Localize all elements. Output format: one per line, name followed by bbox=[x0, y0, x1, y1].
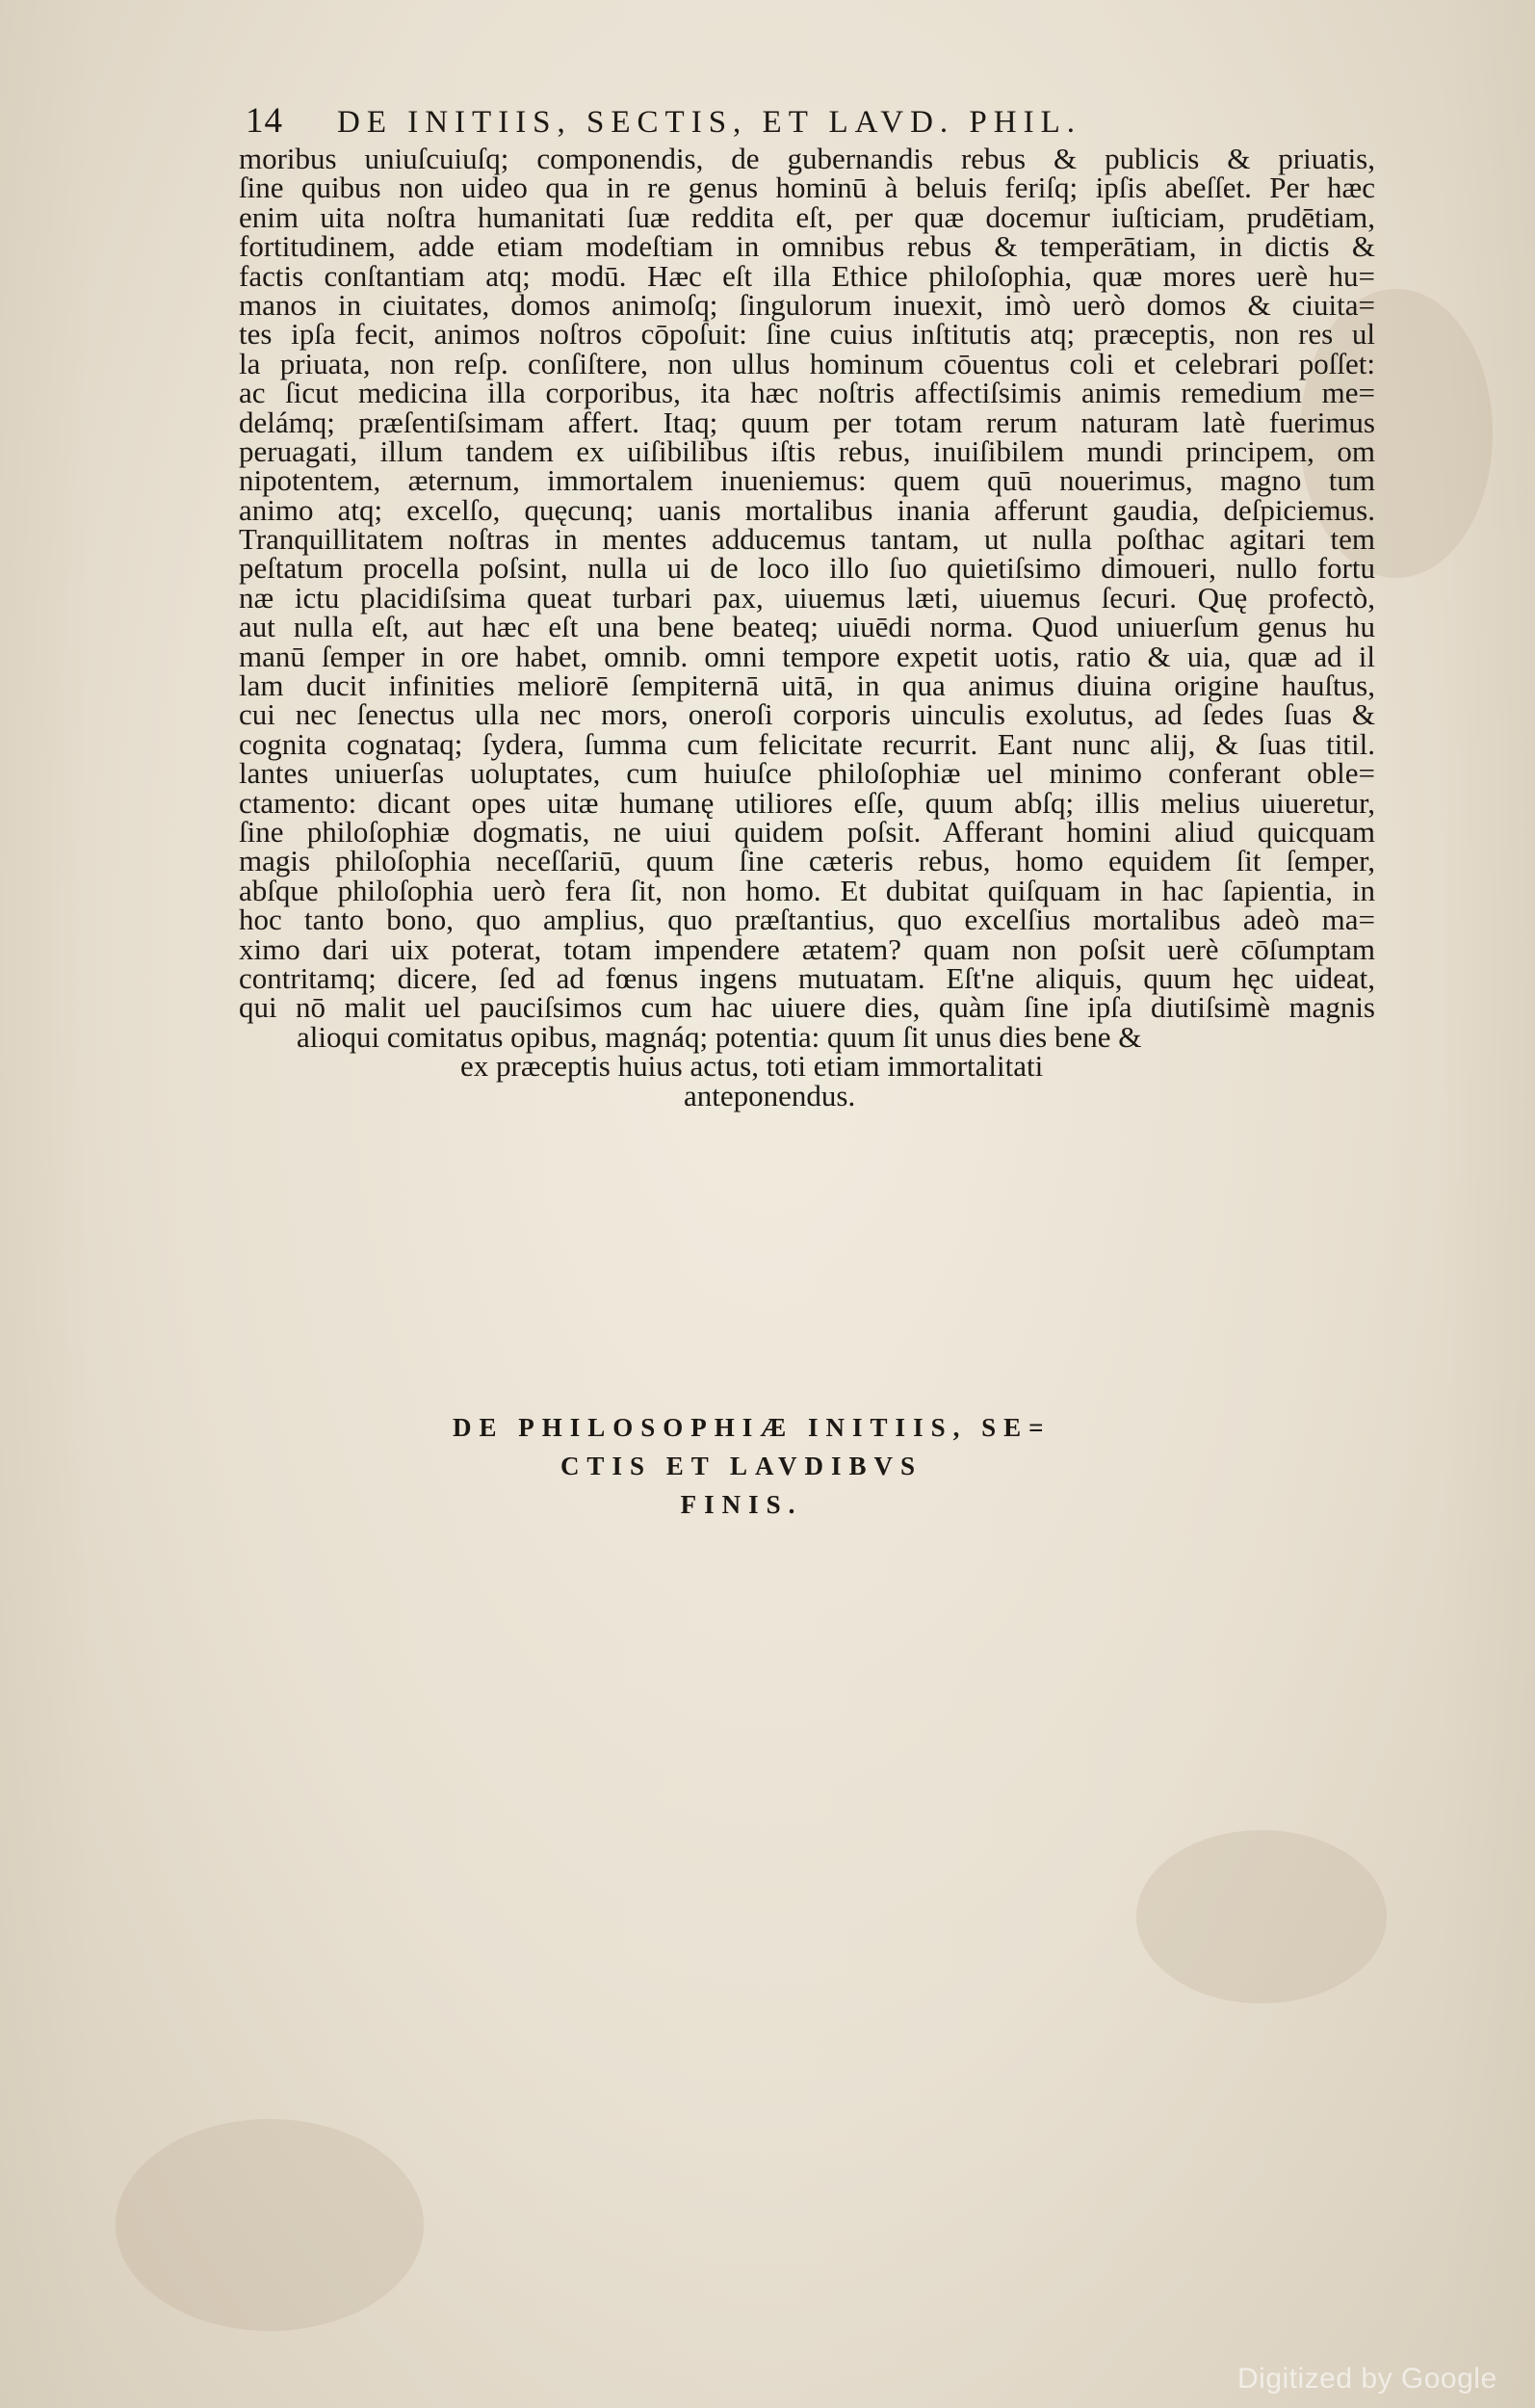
text-line: ſine philoſophiæ dogmatis, ne uiui quidem poſsit. Afferant homini aliud quicquam bbox=[239, 814, 1375, 849]
text-line: ac ſicut medicina illa corporibus, ita hæc noſtris affectiſsimis animis remedium me= bbox=[239, 376, 1375, 410]
colophon-line: DE PHILOSOPHIÆ INITIIS, SE= bbox=[453, 1413, 1052, 1442]
paper-stain bbox=[116, 2119, 424, 2331]
text-line: delámq; præſentiſsimam affert. Itaq; quum per totam rerum naturam latè fuerimus bbox=[239, 405, 1375, 439]
paper-stain bbox=[1136, 1830, 1387, 2003]
running-title: DE INITIIS, SECTIS, ET LAVD. PHIL. bbox=[337, 105, 1082, 140]
text-line: abſque philoſophia uerò fera ſit, non homo. Et dubitat quiſquam in hac ſapientia, in bbox=[239, 873, 1375, 907]
text-line: peruagati, illum tandem ex uiſibilibus iſtis rebus, inuiſibilem mundi principem, om bbox=[239, 433, 1375, 468]
text-line: anteponendus. bbox=[684, 1078, 856, 1112]
text-line: qui nō malit uel pauciſsimos cum hac uiuere dies, quàm ſine ipſa diutiſsimè magnis bbox=[239, 990, 1375, 1025]
text-line: contritamq; dicere, ſed ad fœnus ingens mutuatam. Eſt'ne aliquis, quum hęc uideat, bbox=[239, 960, 1375, 995]
colophon bbox=[453, 1408, 1052, 1524]
text-line: moribus uniuſcuiuſq; componendis, de gubernandis rebus & publicis & priuatis, bbox=[239, 142, 1375, 175]
text-line: ex præceptis huius actus, toti etiam immortalitati bbox=[460, 1049, 1044, 1084]
text-line: aut nulla eſt, aut hæc eſt una bene beateq; uiuēdi norma. Quod uniuerſum genus hu bbox=[239, 610, 1375, 644]
text-line: factis conſtantiam atq; modū. Hæc eſt illa Ethice philoſophia, quæ mores uerè hu= bbox=[239, 258, 1375, 293]
text-line: manū ſemper in ore habet, omnib. omni tempore expetit uotis, ratio & uia, quæ ad il bbox=[239, 639, 1375, 673]
text-line: animo atq; excelſo, quęcunq; uanis mortalibus inania afferunt gaudia, deſpiciemus. bbox=[239, 492, 1375, 527]
running-head bbox=[246, 100, 1228, 144]
text-line: næ ictu placidiſsima queat turbari pax, uiuemus læti, uiuemus ſecuri. Quę profectò, bbox=[239, 580, 1375, 615]
text-line: alioqui comitatus opibus, magnáq; potentia: quum ſit unus dies bene & bbox=[297, 1019, 1142, 1054]
text-line: nipotentem, æternum, immortalem inueniemus: quem quū nouerimus, magno tum bbox=[239, 463, 1375, 498]
watermark: Digitized by Google bbox=[1237, 2363, 1497, 2395]
body-text bbox=[239, 144, 1375, 1111]
text-line: fortitudinem, adde etiam modeſtiam in omnibus rebus & temperātiam, in dictis & bbox=[239, 229, 1375, 264]
text-line: cui nec ſenectus ulla nec mors, oneroſi corporis uinculis exolutus, ad ſedes ſuas & bbox=[239, 697, 1375, 732]
text-line: lam ducit infinities meliorē ſempiternā uitā, in qua animus diuina origine hauſtus, bbox=[239, 668, 1375, 703]
text-line: enim uita noſtra humanitati ſuæ reddita eſt, per quæ docemur iuſticiam, prudētiam, bbox=[239, 199, 1375, 234]
text-line: hoc tanto bono, quo amplius, quo præſtantius, quo excelſius mortalibus adeò ma= bbox=[239, 903, 1375, 937]
colophon-line: CTIS ET LAVDIBVS bbox=[559, 1452, 924, 1480]
text-line: manos in ciuitates, domos animoſq; ſingulorum inuexit, imò uerò domos & ciuita= bbox=[239, 287, 1375, 322]
text-line: peſtatum procella poſsint, nulla ui de loco illo ſuo quietiſsimo dimoueri, nullo fortu bbox=[239, 551, 1375, 586]
text-line: lantes uniuerſas uoluptates, cum huiuſce philoſophiæ uel minimo conferant oble= bbox=[239, 756, 1375, 791]
text-line: ximo dari uix poterat, totam impendere ætatem? quam non poſsit uerè cōſumptam bbox=[239, 931, 1375, 966]
text-line: la priuata, non reſp. conſiſtere, non ullus hominum cōuentus coli et celebrari poſſet: bbox=[239, 346, 1375, 380]
text-line: ctamento: dicant opes uitæ humanę utiliores eſſe, quum abſq; illis melius uiueretur, bbox=[239, 785, 1375, 820]
colophon-finis: FINIS. bbox=[680, 1490, 803, 1519]
text-line: ſine quibus non uideo qua in re genus hominū à beluis feriſq; ipſis abeſſet. Per hæc bbox=[239, 170, 1375, 205]
text-line: cognita cognataq; ſydera, ſumma cum felicitate recurrit. Eant nunc alij, & ſuas titil. bbox=[239, 726, 1375, 761]
text-line: Tranquillitatem noſtras in mentes adducemus tantam, ut nulla poſthac agitari tem bbox=[239, 522, 1375, 557]
page-number: 14 bbox=[246, 101, 283, 141]
text-line: tes ipſa fecit, animos noſtros cōpoſuit: ſine cuius inſtitutis atq; præceptis, non res ul bbox=[239, 317, 1375, 352]
text-line: magis philoſophia neceſſariū, quum ſine cæteris rebus, homo equidem ſit ſemper, bbox=[239, 844, 1375, 878]
